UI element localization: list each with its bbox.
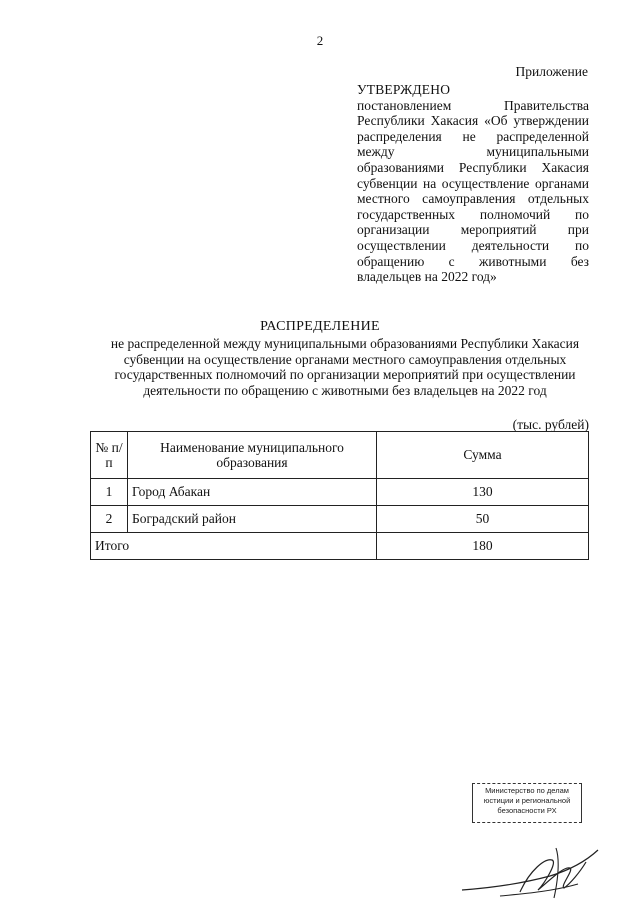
ministry-stamp (472, 783, 582, 823)
approval-text: постановлением Правительства Республики Хакасия «Об утверждении распределения не распределенной между муниципальными образованиями Республики Хакасия субвенции на осуществление органами местного самоуправления отдельных государственных полномочий по организации мероприятий при осуществлении деятельности по обращению с животными без владельцев на 2022 год» (357, 97, 589, 285)
distribution-table (90, 431, 589, 560)
row-name: Боградский район (128, 506, 377, 533)
row-sum: 130 (377, 479, 589, 506)
table-header-row (91, 432, 589, 479)
approval-block (357, 82, 589, 285)
units-label: (тыс. рублей) (512, 417, 589, 432)
appendix-label: Приложение (515, 64, 588, 79)
row-num: 1 (91, 479, 128, 506)
stamp-line: Министерство по делам (485, 786, 569, 795)
stamp-line: безопасности РХ (497, 806, 557, 815)
document-subtitle: не распределенной между муниципальными образованиями Республики Хакасия субвенции на осуществление органами местного самоуправления отдельных государственных полномочий по организации мероприятий при осуществлении деятельности по обращению с животными без владельцев на 2022 год (110, 336, 580, 398)
header-name: Наименование муниципального образования (128, 432, 377, 479)
header-sum: Сумма (377, 432, 589, 479)
page-number: 2 (316, 33, 324, 48)
signature (460, 840, 610, 902)
approved-heading: УТВЕРЖДЕНО (357, 82, 451, 97)
stamp-line: юстиции и региональной (483, 796, 571, 805)
row-name: Город Абакан (128, 479, 377, 506)
row-num: 2 (91, 506, 128, 533)
table-row (91, 479, 589, 506)
table-total-row (91, 533, 589, 560)
document-title: РАСПРЕДЕЛЕНИЕ (260, 319, 380, 334)
header-num: № п/п (91, 432, 128, 479)
row-sum: 50 (377, 506, 589, 533)
total-label: Итого (91, 533, 377, 560)
total-sum: 180 (377, 533, 589, 560)
table-row (91, 506, 589, 533)
